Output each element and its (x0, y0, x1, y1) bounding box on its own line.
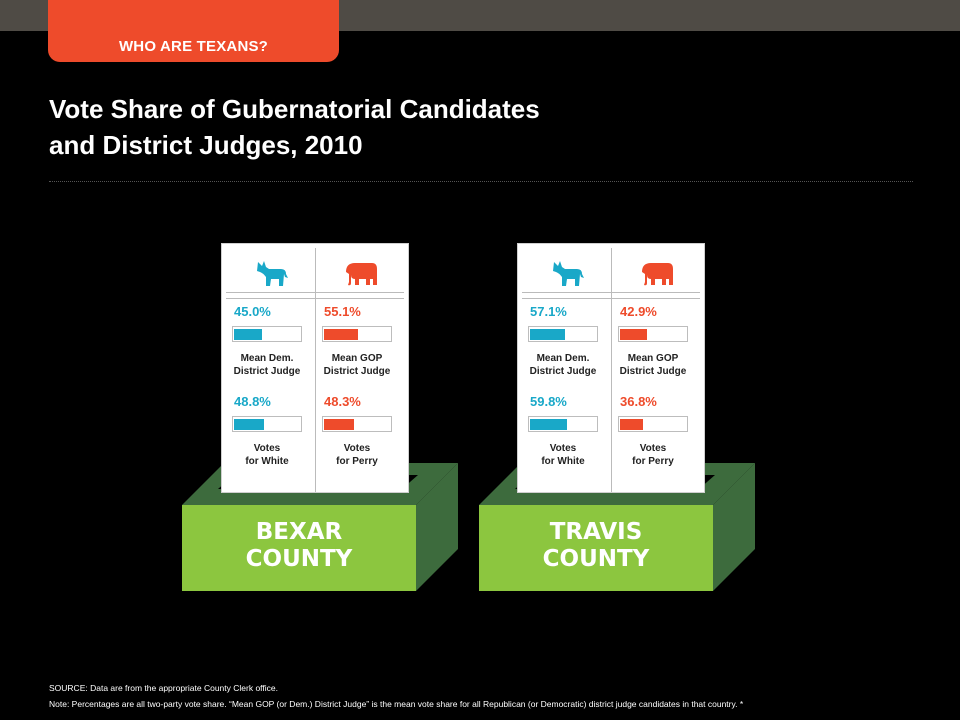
bar-dem (234, 329, 262, 340)
icon-holder-dem (255, 258, 289, 293)
ballot-header-rule (522, 298, 700, 299)
category-label-line: Mean GOP (331, 353, 383, 364)
bar-dem (234, 419, 264, 430)
category-label-line: Votes (549, 443, 577, 454)
bar-track (322, 326, 392, 342)
bar-track (232, 416, 302, 432)
value-label: 45.0% (234, 304, 271, 319)
bar-gop (324, 329, 358, 340)
title-line-2: and District Judges, 2010 (49, 130, 363, 160)
category-label-line: District Judge (529, 366, 597, 377)
category-label-line: for White (541, 456, 585, 467)
value-label: 48.3% (324, 394, 361, 409)
category-label-line: District Judge (233, 366, 301, 377)
county-name-line: TRAVIS (549, 519, 643, 545)
bar-gop (620, 419, 643, 430)
value-label: 36.8% (620, 394, 657, 409)
category-label-line: District Judge (619, 366, 687, 377)
county-name (208, 519, 390, 573)
category-label-line: for Perry (632, 456, 674, 467)
county-name-line: BEXAR (255, 519, 343, 545)
category-label-line: Votes (639, 443, 667, 454)
icon-holder-gop (638, 258, 674, 293)
category-label-line: Mean GOP (627, 353, 679, 364)
box-side (416, 463, 458, 591)
bar-gop (324, 419, 354, 430)
page-title (49, 91, 909, 163)
value-label: 42.9% (620, 304, 657, 319)
county-name-line: COUNTY (245, 546, 353, 572)
elephant-icon (638, 258, 674, 288)
section-tab[interactable]: WHO ARE TEXANS? (48, 0, 339, 62)
ballot-header-rule (226, 298, 404, 299)
bar-track (618, 326, 688, 342)
donkey-icon (255, 258, 289, 288)
category-label-line: for Perry (336, 456, 378, 467)
value-label: 48.8% (234, 394, 271, 409)
title-line-1: Vote Share of Gubernatorial Candidates (49, 94, 540, 124)
title-divider (49, 181, 913, 182)
footnote: Note: Percentages are all two-party vote share. “Mean GOP (or Dem.) District Judge” is the mean vote share for all Republican (or Democratic) district judge candidates in that country. * (49, 699, 744, 709)
ballot-sheet (517, 243, 705, 493)
source-note: SOURCE: Data are from the appropriate County Clerk office. (49, 683, 278, 693)
box-side (713, 463, 755, 591)
county-name-line: COUNTY (542, 546, 650, 572)
value-label: 59.8% (530, 394, 567, 409)
category-label-line: Votes (343, 443, 371, 454)
category-label-line: for White (245, 456, 289, 467)
category-label-line: District Judge (323, 366, 391, 377)
bar-dem (530, 419, 567, 430)
bar-track (232, 326, 302, 342)
category-label-line: Mean Dem. (536, 353, 590, 364)
category-label (313, 352, 401, 378)
category-label (609, 352, 697, 378)
bar-gop (620, 329, 647, 340)
icon-holder-dem (551, 258, 585, 293)
county-name (505, 519, 687, 573)
bar-track (528, 416, 598, 432)
elephant-icon (342, 258, 378, 288)
category-label (519, 352, 607, 378)
icon-holder-gop (342, 258, 378, 293)
bar-track (528, 326, 598, 342)
category-label (223, 352, 311, 378)
value-label: 55.1% (324, 304, 361, 319)
category-label-line: Votes (253, 443, 281, 454)
donkey-icon (551, 258, 585, 288)
category-label-line: Mean Dem. (240, 353, 294, 364)
value-label: 57.1% (530, 304, 567, 319)
bar-track (322, 416, 392, 432)
bar-track (618, 416, 688, 432)
ballot-sheet (221, 243, 409, 493)
bar-dem (530, 329, 565, 340)
